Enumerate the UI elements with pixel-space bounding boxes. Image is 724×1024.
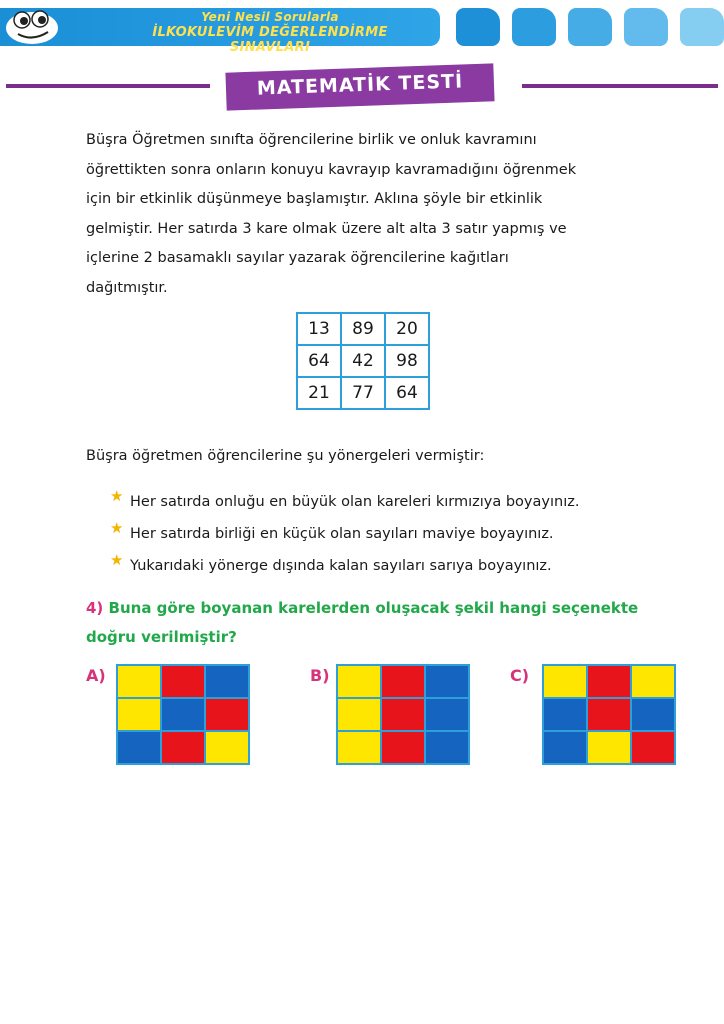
page-title: MATEMATİK TESTİ [256, 70, 464, 100]
option-b-label[interactable]: B) [310, 666, 330, 685]
table-cell: 64 [385, 377, 429, 409]
rule-text: Her satırda onluğu en büyük olan kareleri kırmızıya boyayınız. [130, 494, 580, 510]
question-line-1 [86, 594, 646, 623]
grid-cell-blue [544, 732, 586, 763]
table-cell: 98 [385, 345, 429, 377]
title-rule-left [6, 84, 210, 88]
grid-cell-red [382, 732, 424, 763]
header-tile [568, 8, 612, 46]
header-main-title: İLKOKULEVİM DEĞERLENDİRME SINAVLARI [152, 25, 388, 55]
grid-cell-red [588, 699, 630, 730]
grid-cell-yellow [206, 732, 248, 763]
grid-cell-yellow [118, 666, 160, 697]
paragraph-line: içlerine 2 basamaklı sayılar yazarak öğrencilerine kağıtları [86, 250, 509, 266]
header-tile [512, 8, 556, 46]
grid-cell-red [632, 732, 674, 763]
title-rule-right [522, 84, 718, 88]
rule-text: Her satırda birliği en küçük olan sayıları maviye boyayınız. [130, 526, 554, 542]
paragraph-line: gelmiştir. Her satırda 3 kare olmak üzere alt alta 3 satır yapmış ve [86, 220, 567, 237]
grid-cell-yellow [338, 732, 380, 763]
star-icon: ★ [110, 551, 124, 569]
header-tile [624, 8, 668, 46]
grid-cell-yellow [588, 732, 630, 763]
rule-item [110, 488, 579, 520]
table-row [297, 313, 429, 345]
grid-cell-yellow [632, 666, 674, 697]
grid-cell-blue [426, 732, 468, 763]
option-c-grid[interactable] [542, 664, 676, 765]
grid-cell-blue [544, 699, 586, 730]
rule-item [110, 520, 579, 552]
table-cell: 64 [297, 345, 341, 377]
question-line-2: doğru verilmiştir? [86, 628, 237, 646]
table-cell: 20 [385, 313, 429, 345]
option-a-label[interactable]: A) [86, 666, 106, 685]
table-cell: 13 [297, 313, 341, 345]
grid-cell-blue [426, 699, 468, 730]
option-a-grid[interactable] [116, 664, 250, 765]
question-number: 4) [86, 599, 104, 617]
rule-item [110, 552, 579, 584]
option-c-label[interactable]: C) [510, 666, 530, 685]
grid-cell-red [206, 699, 248, 730]
grid-cell-blue [206, 666, 248, 697]
grid-cell-red [162, 732, 204, 763]
paragraph-line: Büşra Öğretmen sınıfta öğrencilerine birlik ve onluk kavramını [86, 132, 537, 148]
problem-paragraph [86, 126, 646, 303]
paragraph-line: öğrettikten sonra onların konuyu kavrayıp kavramadığını öğrenmek [86, 161, 577, 178]
star-icon: ★ [110, 519, 124, 537]
instructions-intro: Büşra öğretmen öğrencilerine şu yönergeleri vermiştir: [86, 448, 485, 464]
rule-text: Yukarıdaki yönerge dışında kalan sayıları sarıya boyayınız. [130, 558, 552, 574]
grid-cell-red [588, 666, 630, 697]
grid-cell-yellow [338, 699, 380, 730]
grid-cell-blue [162, 699, 204, 730]
paragraph-line: dağıtmıştır. [86, 279, 168, 296]
grid-cell-blue [118, 732, 160, 763]
mascot-icon [4, 4, 64, 44]
grid-cell-red [382, 699, 424, 730]
grid-cell-blue [426, 666, 468, 697]
option-b-grid[interactable] [336, 664, 470, 765]
table-cell: 77 [341, 377, 385, 409]
table-cell: 42 [341, 345, 385, 377]
question [86, 594, 646, 652]
grid-cell-yellow [544, 666, 586, 697]
grid-cell-red [382, 666, 424, 697]
star-icon: ★ [110, 487, 124, 505]
table-row [297, 345, 429, 377]
header-title [110, 10, 430, 55]
grid-cell-yellow [118, 699, 160, 730]
number-table [296, 312, 430, 410]
paragraph-line: için bir etkinlik düşünmeye başlamıştır. Aklına şöyle bir etkinlik [86, 191, 543, 207]
header-tile [680, 8, 724, 46]
header-tile [456, 8, 500, 46]
grid-cell-yellow [338, 666, 380, 697]
table-cell: 89 [341, 313, 385, 345]
header-subtitle: Yeni Nesil Sorularla [201, 10, 339, 24]
grid-cell-red [162, 666, 204, 697]
question-text: Buna göre boyanan karelerden oluşacak şekil hangi seçenekte [108, 599, 639, 617]
grid-cell-blue [632, 699, 674, 730]
rules-list [110, 488, 579, 584]
table-row [297, 377, 429, 409]
table-cell: 21 [297, 377, 341, 409]
